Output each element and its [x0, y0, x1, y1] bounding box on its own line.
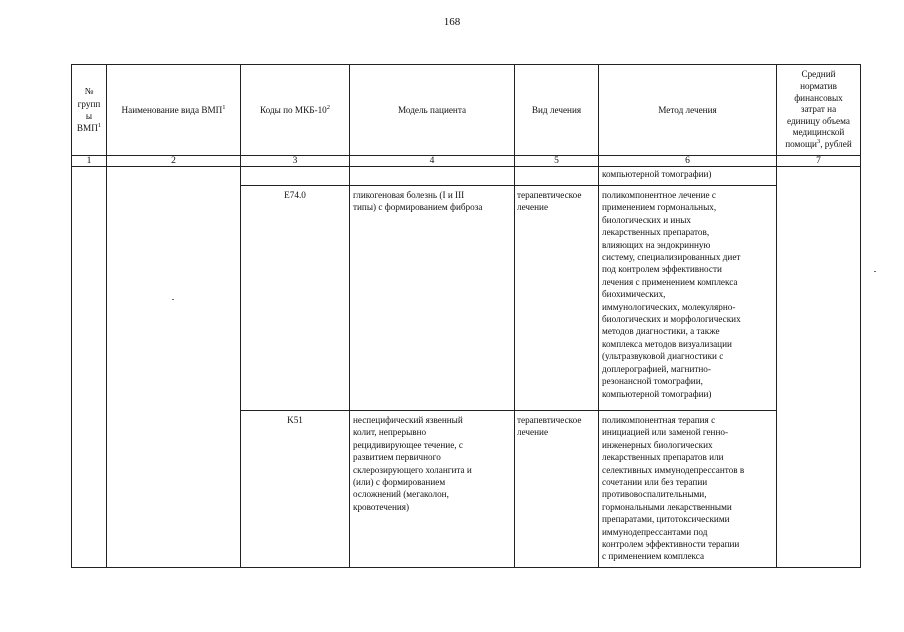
column-number-5: 5 — [554, 156, 559, 166]
row-1-method: поликомпонентное лечение с применением гормональных, биологических и иных лекарственных препаратов, влияющих на эндокринную систему, специализированных диет под контролем эффективности лечения с применением комплекса биохимических, иммунологических, молекулярно- биологических и морфологических методов диагностики, а также комплекса методов визуализации (ультразвуковой диагностики с доплерографией, магнитно- резонансной томографии, компьютерной томографии) — [602, 190, 741, 399]
column-number-2: 2 — [171, 156, 176, 166]
row-0-method: компьютерной томографии) — [602, 169, 712, 179]
column-number-6: 6 — [685, 156, 690, 166]
header-icd-codes: Коды по МКБ-$10^2$ — [259, 103, 331, 115]
column-number-1: 1 — [86, 156, 92, 166]
row-2-code: K51 — [287, 415, 303, 425]
header-group-number: № групп ы ВМП$^1$ — [76, 86, 102, 134]
table-border-right — [860, 64, 861, 568]
row-2-model: неспецифический язвенный колит, непрерывно рецидивирующее течение, с развитием первичного склерозирующего холангита и (или) с формированием осложнений (мегаколон, кровотечения) — [353, 415, 472, 512]
row-sep-1 — [240, 185, 777, 186]
header-cost-norm: Средний норматив финансовых затрат на единицу объема медицинской помощи$^3$, рублей — [785, 69, 852, 149]
column-number-7: 7 — [816, 156, 821, 166]
row-2-type: терапевтическое лечение — [517, 415, 582, 438]
row-1-type: терапевтическое лечение — [517, 190, 582, 213]
page-number: 168 — [443, 16, 461, 28]
row-2-method: поликомпонентная терапия с инициацией или заменой генно- инженерных биологических лекарственных препаратов или селективных иммунодепрессантов в сочетании или без терапии противовоспалительными, гормональными лекарственными препаратами, цитотоксическими иммунодепрессантами под контролем эффективности терапии с применением комплекса — [602, 415, 745, 562]
header-treatment-type: Вид лечения — [531, 104, 582, 115]
table-border-bottom — [71, 567, 861, 568]
scan-speck — [874, 271, 876, 272]
header-vmp-name: Наименование вида ВМП$^1$ — [121, 103, 226, 115]
header-patient-model: Модель пациента — [397, 104, 467, 115]
column-number-3: 3 — [292, 156, 298, 166]
scan-speck — [172, 299, 174, 300]
row-1-model: гликогеновая болезнь (I и III типы) с формированием фиброза — [353, 190, 483, 213]
column-number-4: 4 — [429, 156, 435, 166]
row-1-code: E74.0 — [284, 190, 306, 200]
header-treatment-method: Метод лечения — [658, 104, 717, 115]
row-sep-2 — [240, 410, 777, 411]
